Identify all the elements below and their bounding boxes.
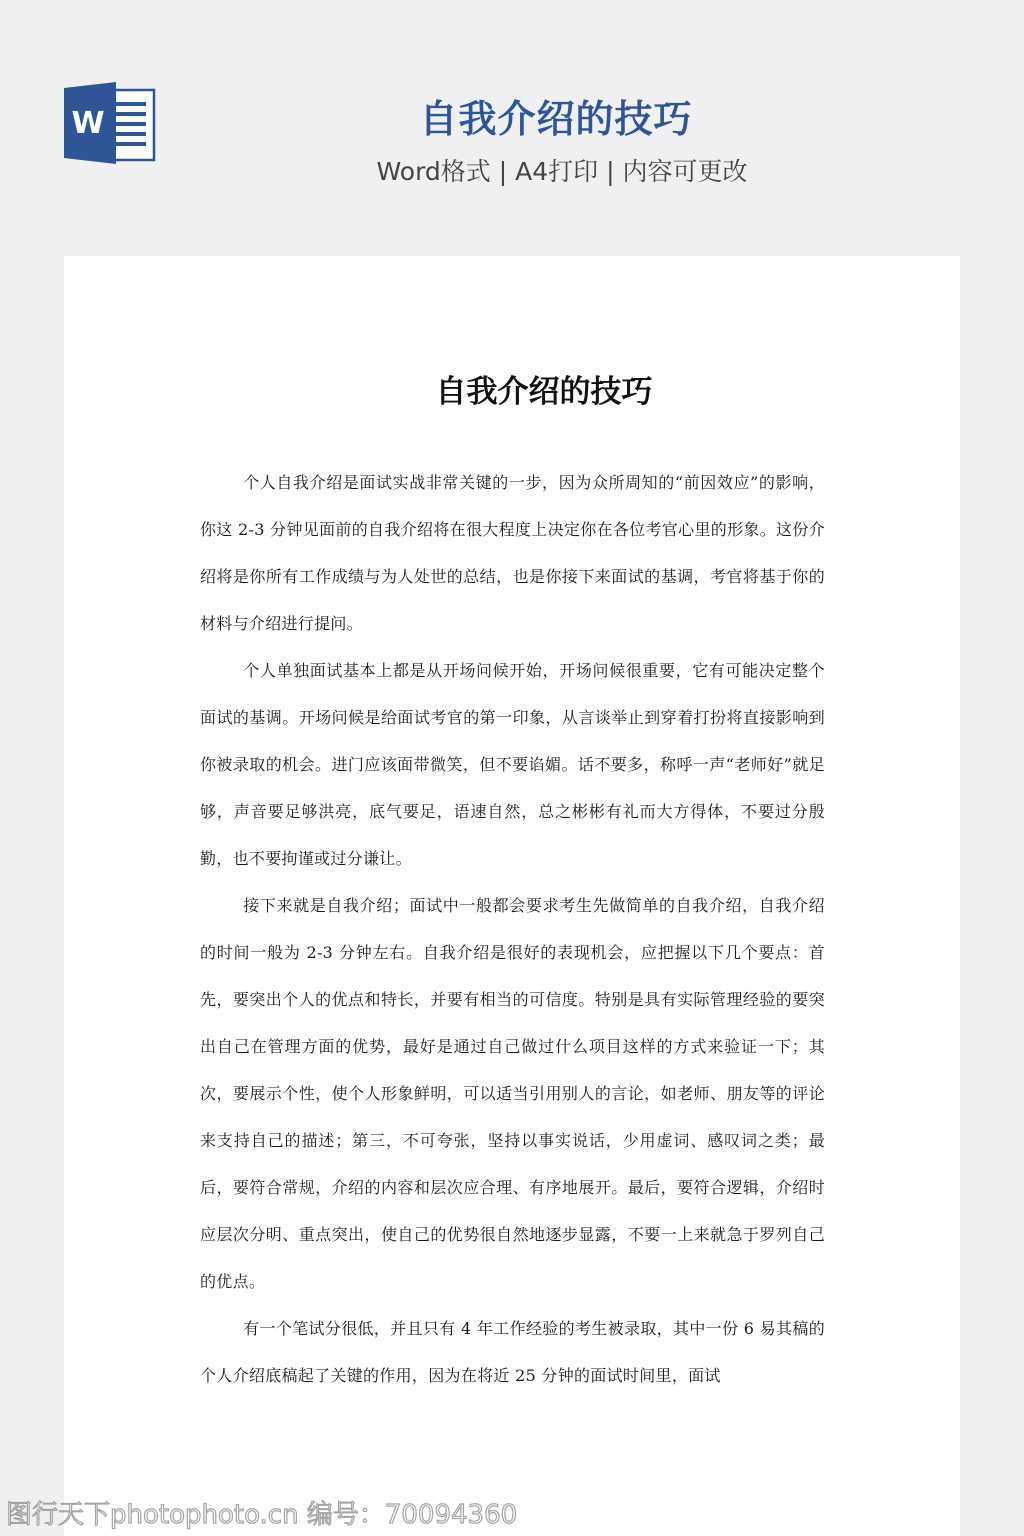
paragraph-3: 接下来就是自我介绍；面试中一般都会要求考生先做简单的自我介绍，自我介绍的时间一般为 2-3 分钟左右。自我介绍是很好的表现机会，应把握以下几个要点：首先，要突出个人的优点和特长，并要有相当的可信度。特别是具有实际管理经验的要突出自己在管理方面的优势，最好是通过自己做过什么项目这样的方式来验证一下；其次，要展示个性，使个人形象鲜明，可以适当引用别人的言论，如老师、朋友等的评论来支持自己的描述；第三，不可夸张，坚持以事实说话，少用虚词、感叹词之类；最后，要符合常规，介绍的内容和层次应合理、有序地展开。最后，要符合逻辑，介绍时应层次分明、重点突出，使自己的优势很自然地逐步显露，不要一上来就急于罗列自己的优点。 bbox=[200, 896, 825, 1291]
header-subtitle: Word格式 | A4打印 | 内容可更改 bbox=[376, 157, 748, 186]
page-header bbox=[0, 0, 1024, 256]
watermark: 图行天下photophoto.cn 编号：70094360 bbox=[6, 1500, 518, 1530]
document-title: 自我介绍的技巧 bbox=[435, 374, 653, 410]
document-body bbox=[200, 459, 825, 1399]
paragraph-1: 个人自我介绍是面试实战非常关键的一步，因为众所周知的“前因效应”的影响，你这 2-3 分钟见面前的自我介绍将在很大程度上决定你在各位考官心里的形象。这份介绍将是你所有工作成绩与为人处世的总结，也是你接下来面试的基调，考官将基于你的材料与介绍进行提问。 bbox=[200, 473, 825, 633]
header-title: 自我介绍的技巧 bbox=[419, 97, 693, 141]
svg-text:W: W bbox=[71, 106, 105, 141]
paragraph-4: 有一个笔试分很低，并且只有 4 年工作经验的考生被录取，其中一份 6 易其稿的个人介绍底稿起了关键的作用，因为在将近 25 分钟的面试时间里，面试 bbox=[200, 1319, 825, 1385]
document-page bbox=[64, 256, 960, 1536]
paragraph-2: 个人单独面试基本上都是从开场问候开始，开场问候很重要，它有可能决定整个面试的基调。开场问候是给面试考官的第一印象，从言谈举止到穿着打扮将直接影响到你被录取的机会。进门应该面带微笑，但不要谄媚。话不要多，称呼一声“老师好”就足够，声音要足够洪亮，底气要足，语速自然，总之彬彬有礼而大方得体，不要过分殷勤，也不要拘谨或过分谦让。 bbox=[200, 661, 825, 868]
